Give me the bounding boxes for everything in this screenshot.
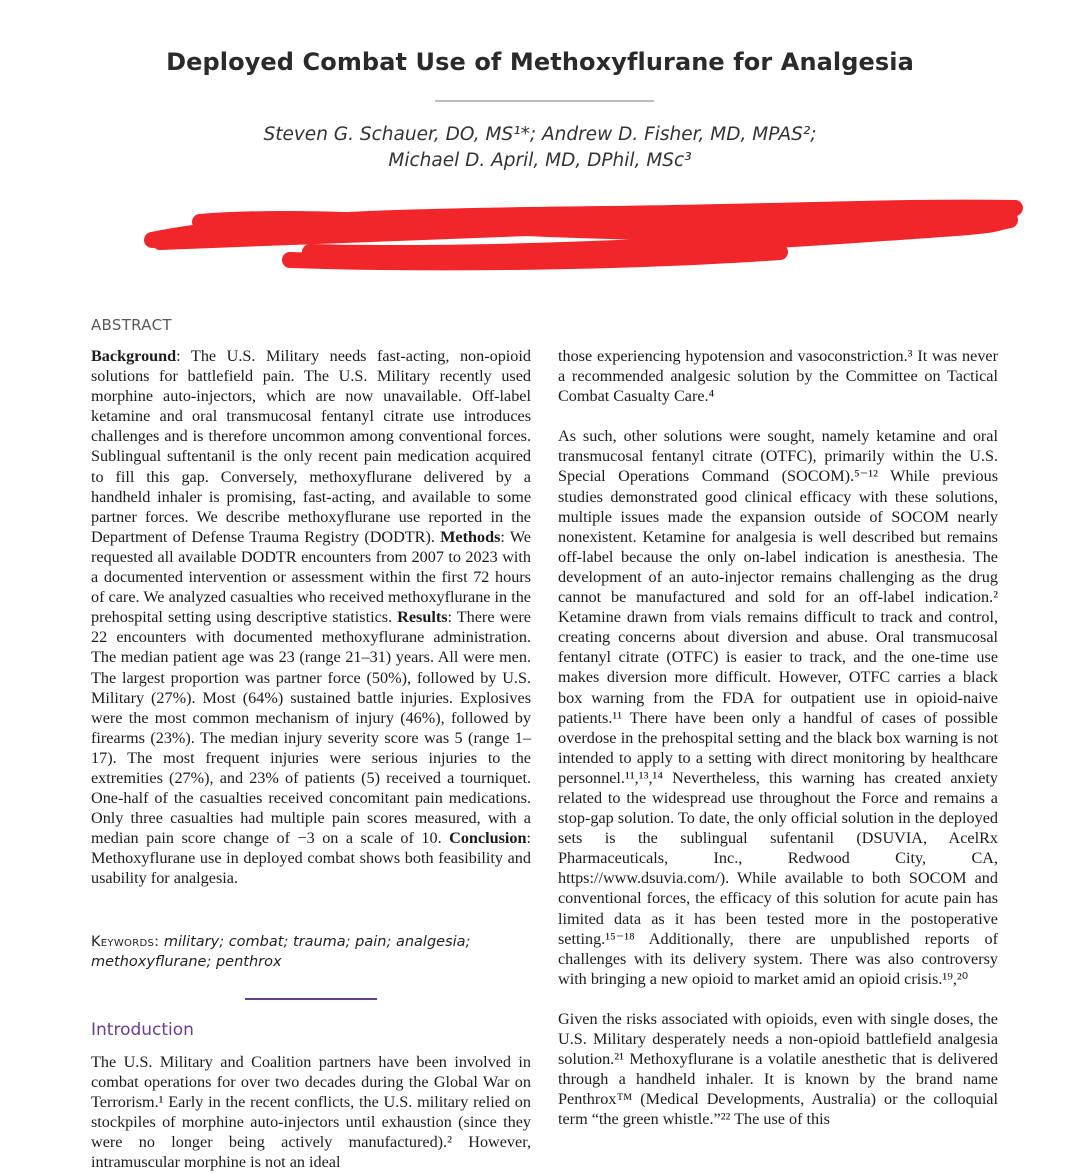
results-text: : There were 22 encounters with documented methoxyflurane administration. The median patient age was 23 (range 21–31) years. All were men. The largest proportion was partner force (50%), followed by U.S. Military (27%). Most (64%) sustained battle injuries. Explosives were the most common mechanism of injury (46%), followed by firearms (23%). The median injury severity score was 5 (range 1–17). The most frequent injuries were serious injuries to the extremities (27%), and 23% of patients (5) received a tourniquet. One-half of the casualties received concomitant pain medications. Only three casualties had multiple pain scores measured, with a median pain score change of −3 on a scale of 10. (91, 608, 531, 848)
author-line-1: Steven G. Schauer, DO, MS¹*; Andrew D. Fisher, MD, MPAS²; (263, 124, 817, 145)
abstract-body (91, 346, 531, 889)
abstract-paragraph (91, 346, 531, 889)
conclusion-label: Conclusion (449, 829, 527, 848)
background-text: : The U.S. Military needs fast-acting, non-opioid solutions for battlefield pain. The U.S. Military recently used morphine auto-injectors, which are now unavailable. Off-label ketamine and oral transmucosal fentanyl citrate use introduces challenges and is therefore uncommon among conventional forces. Sublingual suftentanil is the only recent pain medication acquired to fill this gap. Conversely, methoxyflurane delivered by a handheld inhaler is promising, fast-acting, and available to some partner forces. We describe methoxyflurane use reported in the Department of Defense Trauma Registry (DODTR). (91, 347, 531, 546)
introduction-heading: Introduction (91, 1020, 194, 1040)
introduction-body (91, 1052, 531, 1173)
section-divider (245, 998, 377, 1000)
author-list (0, 122, 1080, 174)
right-paragraph-2: As such, other solutions were sought, namely ketamine and oral transmucosal fentanyl citrate (OTFC), primarily within the U.S. Special Operations Command (SOCOM).⁵⁻¹² While previous studies demonstrated good clinical efficacy with these solutions, multiple issues made the expansion outside of SOCOM nearly nonexistent. Ketamine for analgesia is well described but remains off-label because the only on-label indication is anesthesia. The development of an auto-injector remains challenging as the drug cannot be manufactured and sold for an off-label indication.² Ketamine drawn from vials remains difficult to track and control, creating concerns about diversion and abuse. Oral transmucosal fentanyl citrate (OTFC) is easier to track, and the one-time use makes diversion more difficult. However, OTFC carries a black box warning from the FDA for outpatient use in opioid-naive patients.¹¹ There have been only a handful of cases of possible overdose in the prehospital setting and the black box warning is not intended to apply to a setting with direct monitoring by healthcare personnel.¹¹,¹³,¹⁴ Nevertheless, this warning has created anxiety related to the widespread use throughout the Force and remains a stop-gap solution. To date, the only official solution in the deployed sets is the sublingual sufentanil (DSUVIA, AcelRx Pharmaceuticals, Inc., Redwood City, CA, https://www.dsuvia.com/). While available to both SOCOM and conventional forces, the efficacy of this solution for acute pain has limited data as it has been tested more in the postoperative setting.¹⁵⁻¹⁸ Additionally, there are unpublished reports of challenges with its delivery system. There was also controversy with bringing a new opioid to market amid an opioid crisis.¹⁹,²⁰ (558, 427, 998, 988)
title-divider (435, 100, 654, 102)
right-paragraph-3: Given the risks associated with opioids, even with single doses, the U.S. Military desperately needs a non-opioid battlefield analgesia solution.²¹ Methoxyflurane is a volatile anesthetic that is delivered through a handheld inhaler. It is known by the brand name Penthrox™ (Medical Developments, Australia) or the colloquial term “the green whistle.”²² The use of this (558, 1009, 998, 1129)
methods-text: : We requested all available DODTR encounters from 2007 to 2023 with a documented intervention or assessment within the first 72 hours of care. We analyzed casualties who received methoxyflurane in the prehospital setting using descriptive statistics. (91, 527, 531, 627)
paragraph-gap (558, 989, 998, 1009)
keywords-label: Keywords: (91, 934, 160, 950)
keywords (91, 932, 531, 972)
paragraph-gap (558, 406, 998, 426)
abstract-heading: ABSTRACT (91, 316, 172, 334)
author-line-2: Michael D. April, MD, DPhil, MSc³ (388, 150, 692, 171)
paper-title: Deployed Combat Use of Methoxyflurane for Analgesia (166, 48, 914, 76)
methods-label: Methods (440, 527, 501, 546)
background-label: Background (91, 347, 177, 365)
keywords-text: military; combat; trauma; pain; analgesia; methoxyflurane; penthrox (91, 934, 471, 970)
red-redaction-scribble (140, 190, 1030, 280)
results-label: Results (397, 608, 448, 627)
conclusion-text: : Methoxyflurane use in deployed combat shows both feasibility and usability for analgesia. (91, 829, 531, 888)
right-column-body (558, 346, 998, 1129)
introduction-paragraph-1: The U.S. Military and Coalition partners have been involved in combat operations for over two decades during the Global War on Terrorism.¹ Early in the recent conflicts, the U.S. military relied on stockpiles of morphine auto-injectors until exhaustion (since they were no longer being actively manufactured).² However, intramuscular morphine is not an ideal (91, 1053, 531, 1172)
right-paragraph-1: those experiencing hypotension and vasoconstriction.³ It was never a recommended analgesic solution by the Committee on Tactical Combat Casualty Care.⁴ (558, 347, 998, 406)
